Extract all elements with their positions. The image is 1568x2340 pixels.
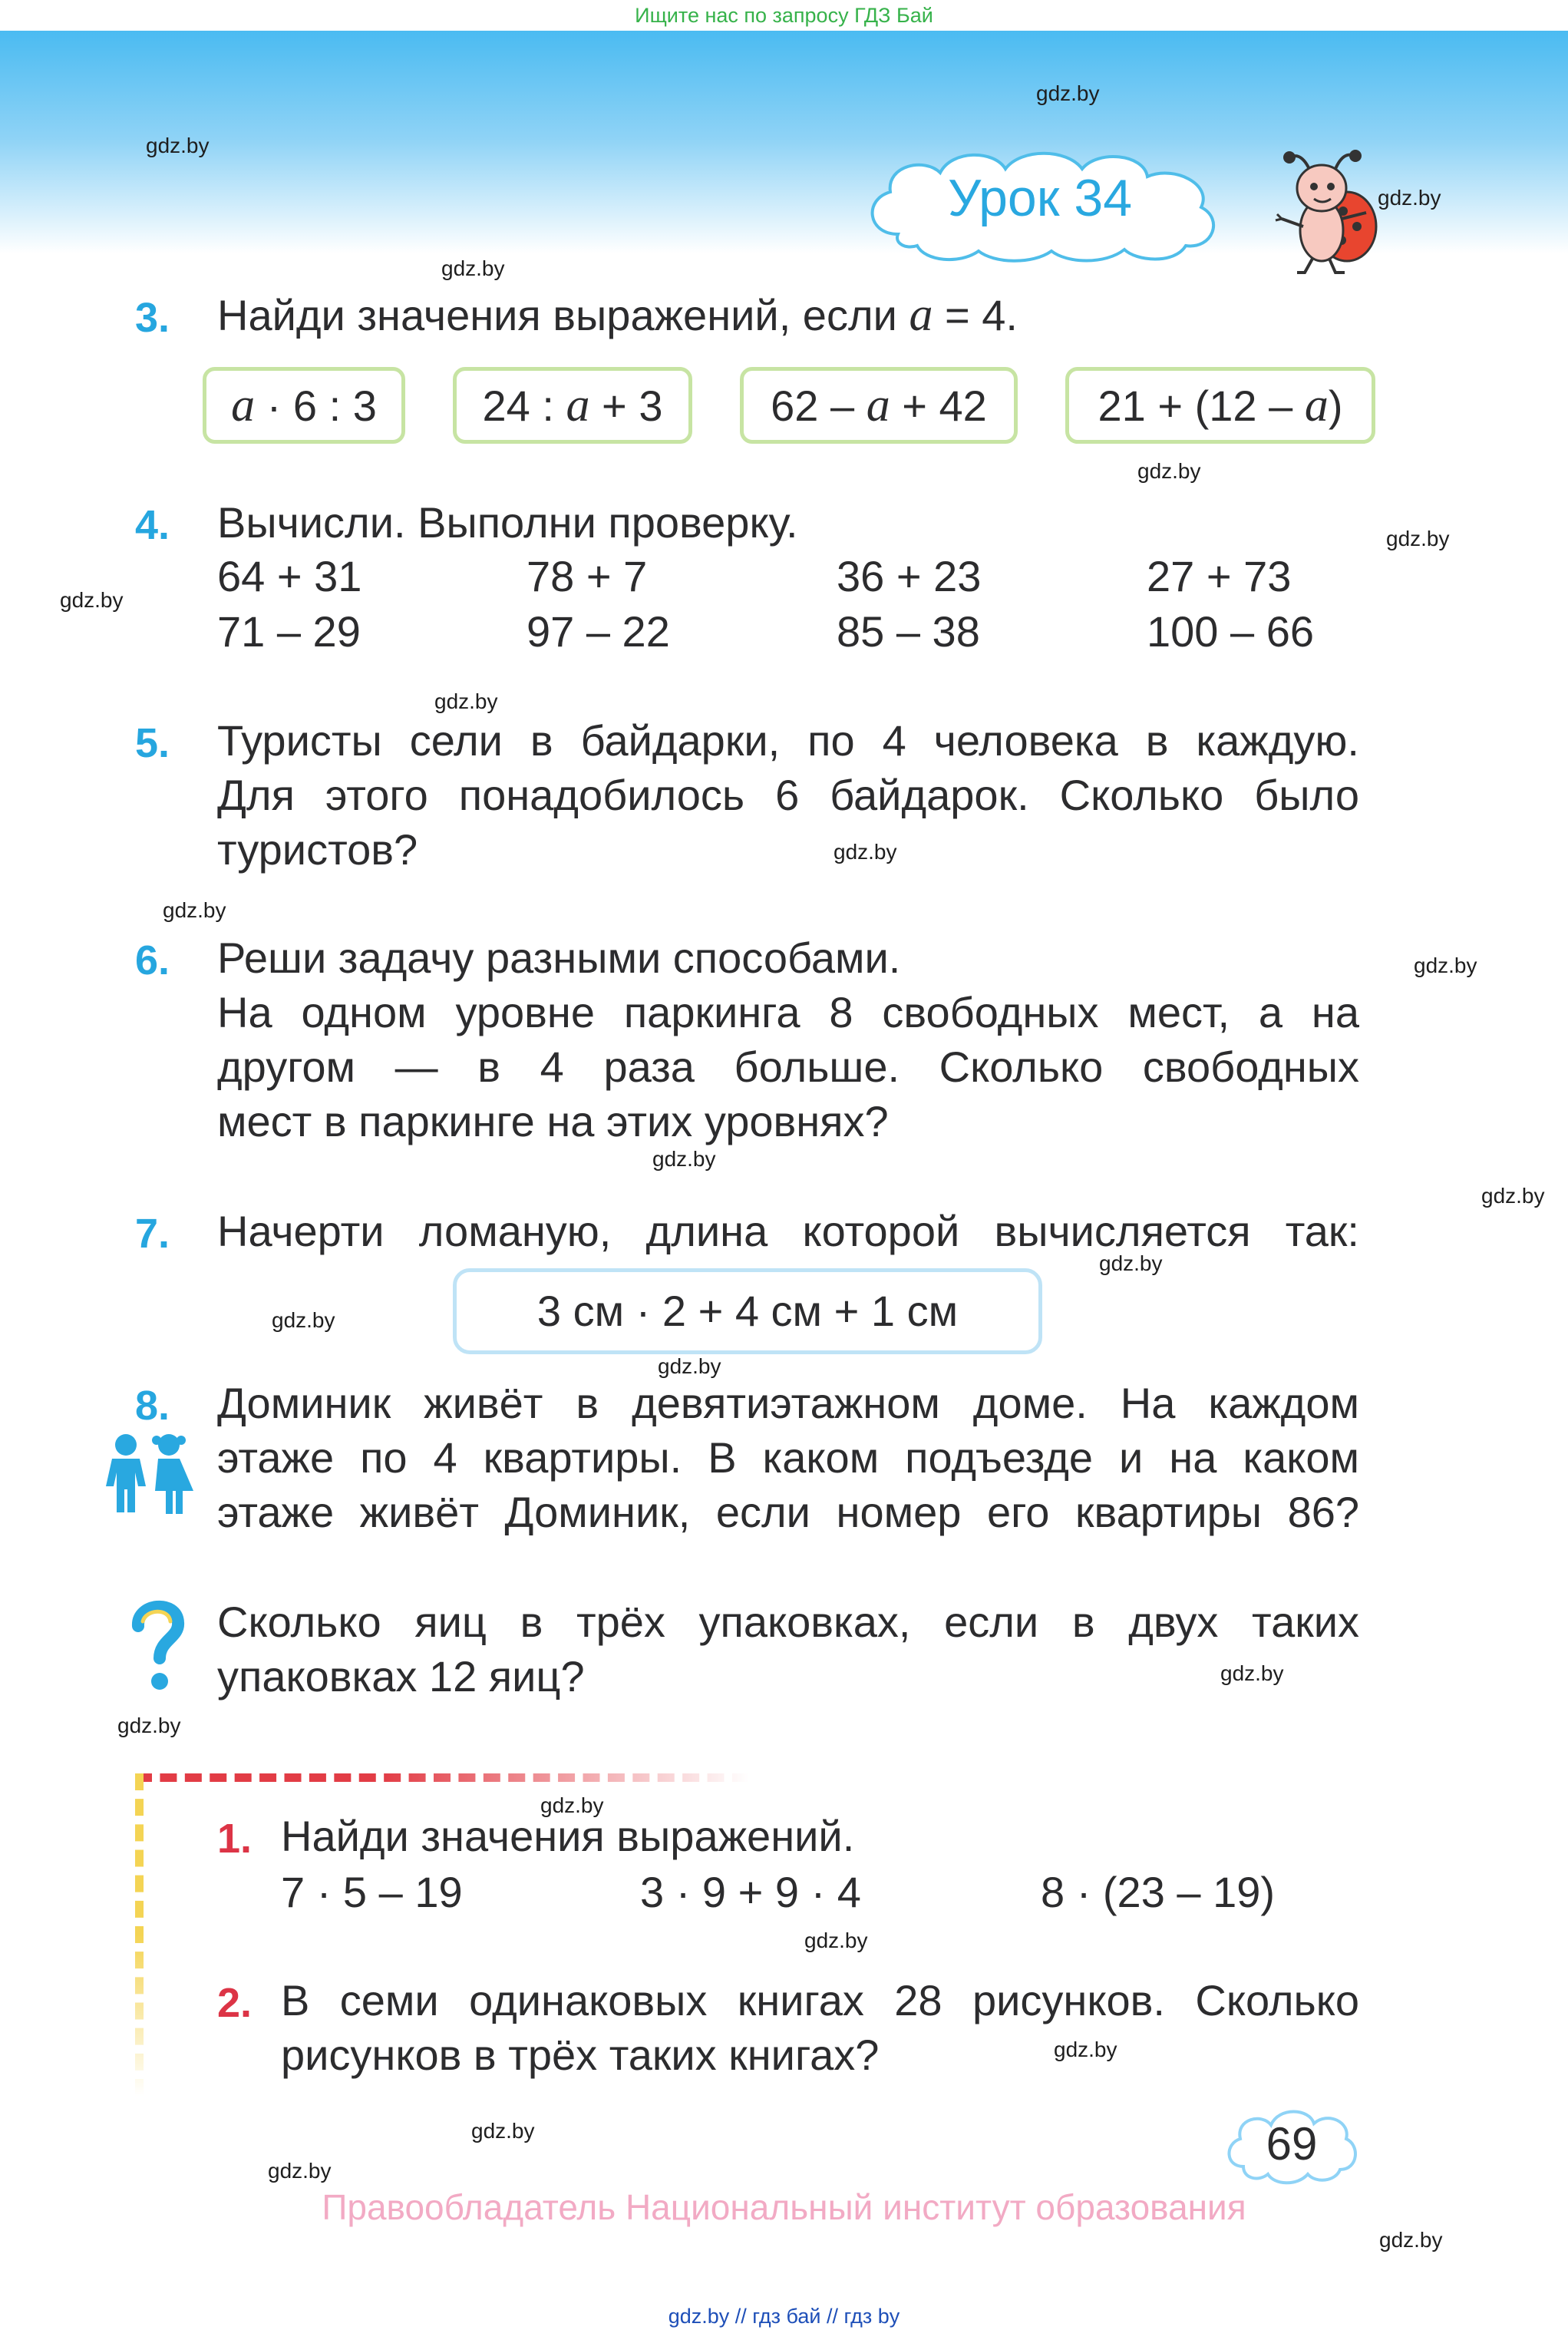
- watermark: gdz.by: [60, 588, 124, 612]
- watermark: gdz.by: [1099, 1251, 1163, 1275]
- review-1-text: Найди значения выражений.: [281, 1812, 855, 1860]
- task-8-line: Доминик живёт в девятиэтажном доме. На каждом: [217, 1379, 1359, 1427]
- task-number: 5.: [135, 720, 170, 766]
- task-text: Найди значения выражений, если: [217, 291, 909, 339]
- calc-item: 3 · 9 + 9 · 4: [640, 1868, 861, 1916]
- task-8-line: этаже по 4 квартиры. В каком подъезде и на каком: [217, 1433, 1359, 1482]
- question-mark-icon: [123, 1595, 192, 1695]
- watermark: gdz.by: [1386, 527, 1450, 550]
- watermark: gdz.by: [1220, 1661, 1284, 1685]
- expr-part: ): [1328, 382, 1343, 430]
- watermark: gdz.by: [834, 840, 897, 864]
- watermark: gdz.by: [163, 898, 226, 922]
- page-number: 69: [1266, 2118, 1318, 2170]
- watermark: gdz.by: [272, 1308, 335, 1332]
- watermark: gdz.by: [471, 2119, 535, 2143]
- footer-links[interactable]: gdz.by // гдз бай // гдз by: [668, 2305, 900, 2328]
- variable: a: [866, 379, 890, 431]
- watermark: gdz.by: [540, 1793, 604, 1817]
- task-number: 3.: [135, 295, 170, 341]
- riddle-line: Сколько яиц в трёх упаковках, если в двух таких: [217, 1598, 1359, 1646]
- search-hint-banner: Ищите нас по запросу ГДЗ Бай: [0, 0, 1568, 31]
- expression-box: [1065, 367, 1375, 444]
- riddle-line: упаковках 12 яиц?: [217, 1652, 585, 1700]
- calc-item: 7 · 5 – 19: [281, 1868, 463, 1916]
- copyright-notice: Правообладатель Национальный институт образования: [322, 2187, 1246, 2227]
- expression-box: [453, 367, 692, 444]
- lesson-title: Урок 34: [947, 169, 1133, 227]
- review-number: 1.: [217, 1816, 253, 1862]
- task-3-text: [217, 288, 1018, 342]
- review-2-line: рисунков в трёх таких книгах?: [281, 2031, 880, 2079]
- task-6-line: другом — в 4 раза больше. Сколько свободных: [217, 1043, 1359, 1091]
- expr-part: 24 :: [482, 382, 566, 430]
- watermark: gdz.by: [804, 1929, 868, 1952]
- task-6-line: мест в паркинге на этих уровнях?: [217, 1097, 889, 1145]
- expr-part: + 42: [890, 382, 987, 430]
- expression-box: [740, 367, 1018, 444]
- review-2-line: В семи одинаковых книгах 28 рисунков. Сколько: [281, 1976, 1359, 2024]
- formula-box: 3 см · 2 + 4 см + 1 см: [453, 1268, 1042, 1354]
- calc-item: 27 + 73: [1147, 552, 1292, 600]
- expr-part: · 6 : 3: [255, 382, 377, 430]
- task-number: 7.: [135, 1211, 170, 1257]
- watermark: gdz.by: [1414, 954, 1477, 977]
- expr-part: 62 –: [771, 382, 867, 430]
- review-number: 2.: [217, 1980, 253, 2026]
- watermark: gdz.by: [434, 689, 498, 713]
- expr-part: 21 + (12 –: [1098, 382, 1305, 430]
- page-number-cloud: [1220, 2100, 1363, 2188]
- task-5-line: туристов?: [217, 825, 418, 874]
- calc-item: 85 – 38: [837, 607, 980, 656]
- variable: a: [909, 289, 933, 341]
- task-text: = 4.: [933, 291, 1018, 339]
- calc-item: 78 + 7: [527, 552, 648, 600]
- watermark: gdz.by: [1481, 1184, 1545, 1208]
- watermark: gdz.by: [1054, 2038, 1117, 2061]
- variable: a: [231, 379, 256, 431]
- task-5-line: Для этого понадобилось 6 байдарок. Сколько было: [217, 771, 1359, 819]
- expression-box: [203, 367, 405, 444]
- task-number: 4.: [135, 502, 170, 548]
- watermark: gdz.by: [1137, 459, 1201, 483]
- calc-item: 97 – 22: [527, 607, 670, 656]
- task-4-text: Вычисли. Выполни проверку.: [217, 498, 798, 547]
- task-number: 6.: [135, 937, 170, 983]
- variable: a: [1304, 379, 1329, 431]
- calc-item: 100 – 66: [1147, 607, 1314, 656]
- expr-part: + 3: [589, 382, 663, 430]
- watermark: gdz.by: [1379, 2228, 1443, 2252]
- watermark: gdz.by: [1378, 186, 1441, 210]
- watermark: gdz.by: [117, 1714, 181, 1737]
- watermark: gdz.by: [652, 1147, 716, 1171]
- task-6-line: Реши задачу разными способами.: [217, 934, 901, 982]
- task-7-text: Начерти ломаную, длина которой вычисляется так:: [217, 1207, 1359, 1255]
- review-frame-left: [135, 1773, 144, 2096]
- review-frame-top: [135, 1773, 749, 1782]
- watermark: gdz.by: [268, 2159, 332, 2183]
- watermark: gdz.by: [441, 256, 505, 280]
- task-5-line: Туристы сели в байдарки, по 4 человека в каждую.: [217, 716, 1359, 765]
- calc-item: 36 + 23: [837, 552, 982, 600]
- watermark: gdz.by: [146, 134, 210, 157]
- watermark: gdz.by: [658, 1354, 721, 1378]
- calc-item: 64 + 31: [217, 552, 362, 600]
- calc-item: 71 – 29: [217, 607, 361, 656]
- ladybug-mascot-icon: [1274, 142, 1381, 280]
- task-8-line: этаже живёт Доминик, если номер его квартиры 86?: [217, 1488, 1359, 1536]
- variable: a: [566, 379, 590, 431]
- pair-work-children-icon: [100, 1431, 196, 1515]
- task-number: 8.: [135, 1383, 170, 1429]
- calc-item: 8 · (23 – 19): [1041, 1868, 1276, 1916]
- watermark: gdz.by: [1036, 81, 1100, 105]
- task-6-line: На одном уровне паркинга 8 свободных мест, а на: [217, 988, 1359, 1036]
- lesson-title-cloud: [852, 142, 1228, 265]
